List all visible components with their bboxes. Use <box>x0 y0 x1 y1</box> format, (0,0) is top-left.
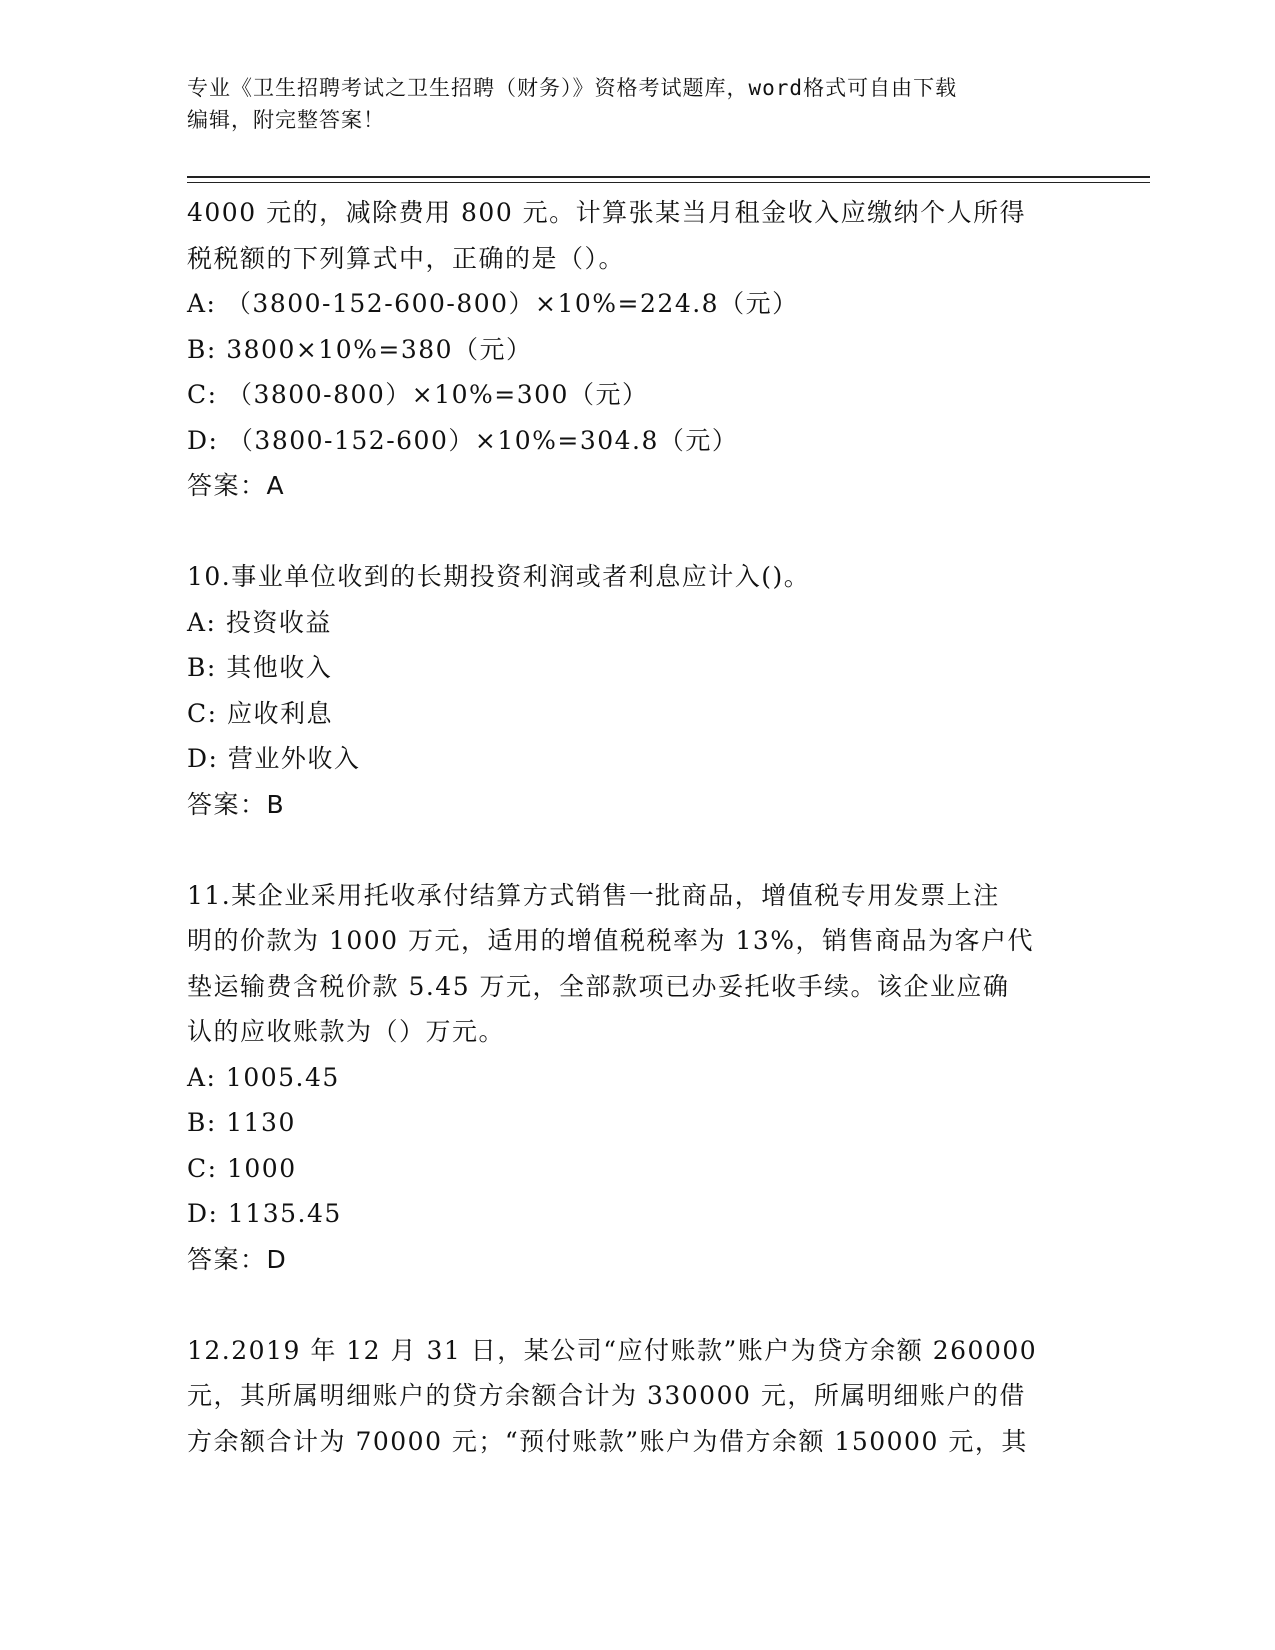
document-body <box>187 190 1087 1464</box>
option-a: A: 投资收益 <box>187 607 332 637</box>
question-stem-line: 明的价款为 1000 万元，适用的增值税税率为 13%，销售商品为客户代 <box>187 926 1035 955</box>
question-9 <box>187 190 1087 509</box>
header-line-2: 编辑，附完整答案！ <box>187 108 385 132</box>
question-stem-line: 垫运输费含税价款 5.45 万元，全部款项已办妥托收手续。该企业应确 <box>187 971 1010 1001</box>
option-d: D: 营业外收入 <box>187 744 361 773</box>
option-b: B: 3800×10%=380（元） <box>187 334 533 364</box>
answer-line: 答案：B <box>187 789 286 819</box>
question-11 <box>187 873 1087 1283</box>
option-c: C: （3800-800）×10%=300（元） <box>187 380 649 409</box>
answer-line: 答案：D <box>187 1244 288 1274</box>
answer-line: 答案：A <box>187 471 286 500</box>
question-10 <box>187 554 1087 827</box>
option-a: A: （3800-152-600-800）×10%=224.8（元） <box>187 289 799 318</box>
option-a: A: 1005.45 <box>187 1062 340 1092</box>
header-rule-thick <box>187 176 1150 178</box>
question-stem-line: 税税额的下列算式中，正确的是（）。 <box>187 243 626 273</box>
option-d: D: （3800-152-600）×10%=304.8（元） <box>187 425 739 455</box>
question-stem-line: 12.2019 年 12 月 31 日，某公司“应付账款”账户为贷方余额 260000 <box>187 1335 1038 1365</box>
question-stem-line: 4000 元的，减除费用 800 元。计算张某当月租金收入应缴纳个人所得 <box>187 198 1027 227</box>
question-stem-line: 10.事业单位收到的长期投资利润或者利息应计入()。 <box>187 562 811 591</box>
question-stem-line: 认的应收账款为（）万元。 <box>187 1017 506 1046</box>
question-stem-line: 方余额合计为 70000 元；“预付账款”账户为借方余额 150000 元，其 <box>187 1426 1028 1456</box>
question-12 <box>187 1328 1087 1465</box>
option-b: B: 1130 <box>187 1108 296 1137</box>
header-line-1: 专业《卫生招聘考试之卫生招聘（财务）》资格考试题库，word格式可自由下载 <box>187 76 958 100</box>
option-c: C: 应收利息 <box>187 698 333 728</box>
option-c: C: 1000 <box>187 1153 297 1183</box>
question-stem-line: 11.某企业采用托收承付结算方式销售一批商品，增值税专用发票上注 <box>187 880 1000 910</box>
page-header <box>187 72 1067 136</box>
option-d: D: 1135.45 <box>187 1199 342 1228</box>
header-rule-thin <box>187 182 1150 183</box>
option-b: B: 其他收入 <box>187 653 333 682</box>
question-stem-line: 元，其所属明细账户的贷方余额合计为 330000 元，所属明细账户的借 <box>187 1381 1026 1410</box>
